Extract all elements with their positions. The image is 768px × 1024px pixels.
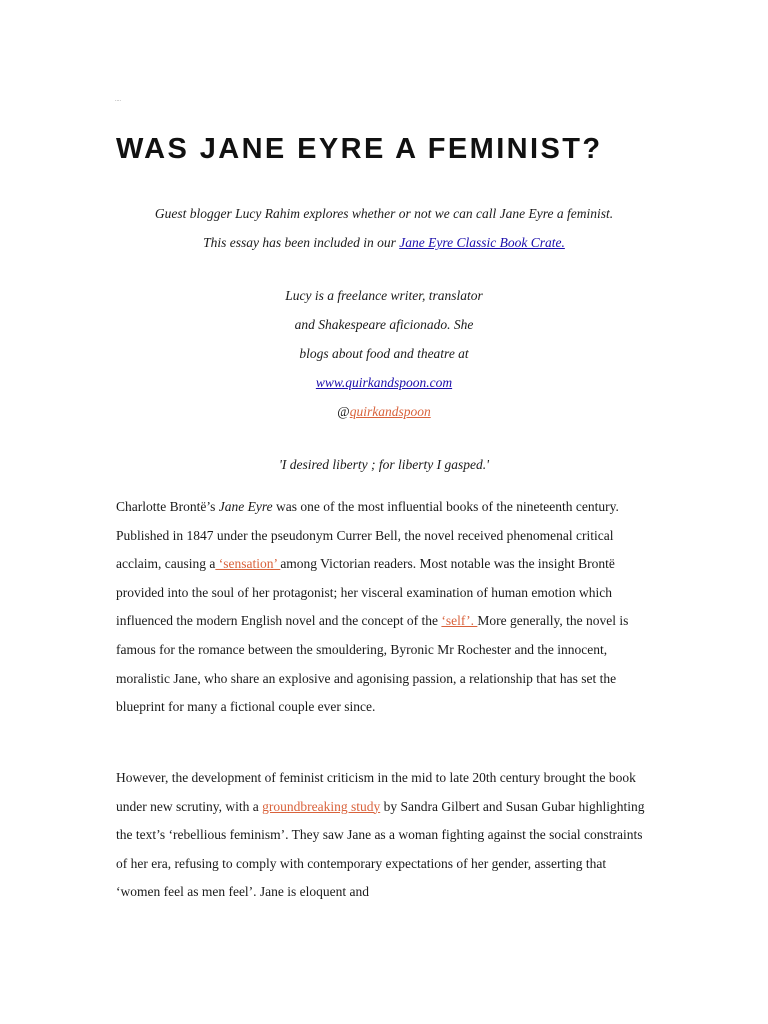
book-title: Jane Eyre (218, 499, 273, 514)
epigraph-quote: 'I desired liberty ; for liberty I gasped.' (279, 457, 489, 472)
groundbreaking-study-link[interactable]: groundbreaking study (262, 798, 381, 814)
paragraph-2-text (116, 764, 646, 907)
self-link[interactable]: ‘self’. (441, 613, 478, 629)
p2-text-1: However, the development of feminist criticism in the mid to late 20th century brought the book under new scrutiny, with a (116, 770, 636, 814)
p2-text-2: by Sandra Gilbert and Susan Gubar highlighting the text’s ‘rebellious feminism’. They saw Jane as a woman fighting against the social constraints of her era, refusing to comply with contemporary expectations of her gender, asserting that ‘women feel as men feel’. Jane is eloquent and (116, 798, 645, 900)
p1-text-3: among Victorian readers. Most notable was the insight Brontë provided into the soul of her protagonist; her visceral examination of human emotion which influenced the modern English novel and the concept of the (116, 556, 615, 629)
bio-line-2: and Shakespeare aficionado. She (294, 317, 474, 332)
sensation-link[interactable]: ‘sensation’ (215, 556, 281, 572)
bio-handle-row (0, 397, 768, 426)
bio-website-row (0, 368, 768, 397)
at-symbol: @ (337, 404, 350, 419)
p1-text-1: Charlotte Brontë’s (116, 499, 219, 514)
twitter-handle-link[interactable]: quirkandspoon (349, 404, 431, 419)
book-crate-link[interactable]: Jane Eyre Classic Book Crate. (399, 235, 565, 250)
p1-text-2: was one of the most influential books of the nineteenth century. Published in 1847 under the pseudonym Currer Bell, the novel received phenomenal critical acclaim, causing a (116, 499, 619, 572)
website-link[interactable]: www.quirkandspoon.com (315, 375, 453, 390)
header-mark: .... (115, 97, 121, 103)
paragraph-1-text (116, 493, 646, 722)
paragraph-1 (116, 493, 646, 722)
intro-block (0, 199, 768, 257)
bio-line-3: blogs about food and theatre at (299, 346, 469, 361)
p1-text-4: More generally, the novel is famous for the romance between the smouldering, Byronic Mr Rochester and the innocent, moralistic Jane, who share an explosive and agonising passion, a relationship that has set the blueprint for many a fictional couple ever since. (116, 613, 629, 715)
intro-line-2 (0, 228, 768, 257)
intro-line-2-text: This essay has been included in our (203, 235, 400, 250)
author-bio (0, 281, 768, 426)
intro-line-1: Guest blogger Lucy Rahim explores whether or not we can call Jane Eyre a feminist. (154, 206, 614, 221)
bio-line-1: Lucy is a freelance writer, translator (285, 288, 483, 303)
paragraph-2 (116, 764, 646, 907)
page-title: WAS JANE EYRE A FEMINIST? (116, 133, 603, 165)
